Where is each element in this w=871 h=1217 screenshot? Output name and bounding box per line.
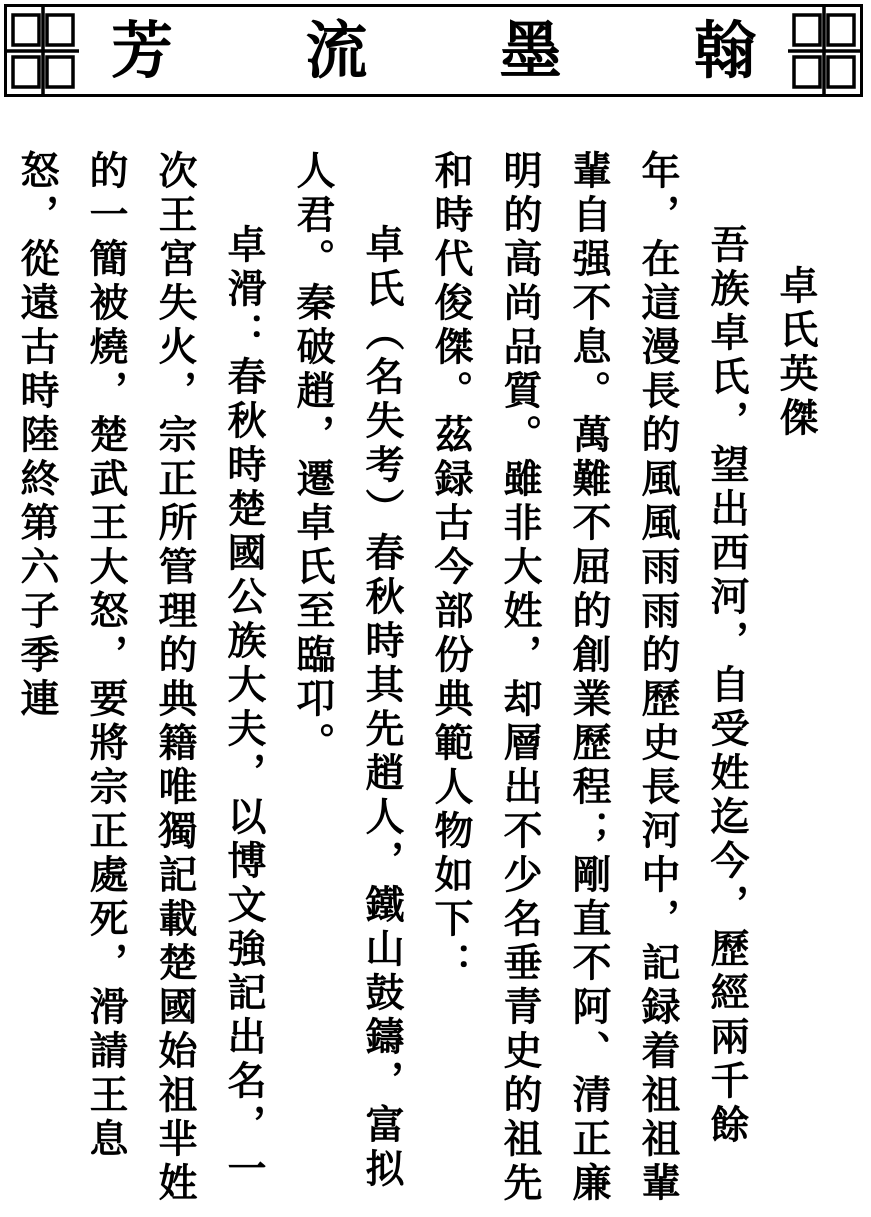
title-banner	[4, 4, 863, 97]
banner-title-char: 墨	[499, 14, 562, 87]
banner-title-char: 芳	[111, 14, 174, 87]
fret-ornament-right	[788, 7, 860, 95]
banner-title-char: 流	[305, 14, 368, 87]
article-paragraph: 吾族卓氏，望出西河，自受姓迄今，歷經兩千餘年，在這漫長的風風雨雨的歷史長河中，記録着祖祖輩輩自强不息。萬難不屈的創業歷程；剛直不阿、清正廉明的高尚品質。雖非大姓，却層出不少名垂青史的祖先和時代俊傑。茲録古今部份典範人物如下：	[428, 150, 750, 1206]
article-paragraph: 卓氏（名失考）春秋時其先趙人，鐵山鼓鑄，富拟人君。秦破趙，遷卓氏至臨卭。	[290, 150, 405, 1193]
article-paragraph: 卓滑：春秋時楚國公族大夫，以博文強記出名，一次王宮失火，宗正所管理的典籍唯獨記載楚國始祖芈姓的一簡被燒，楚武王大怒，要將宗正處死，滑請王息怒，從遠古時陸終第六子季連	[14, 150, 267, 1206]
fret-ornament-left	[7, 7, 79, 95]
banner-title	[102, 7, 765, 95]
article-heading: 卓氏英傑	[773, 265, 819, 441]
banner-title-char: 翰	[693, 14, 756, 87]
article-body	[14, 150, 830, 1210]
